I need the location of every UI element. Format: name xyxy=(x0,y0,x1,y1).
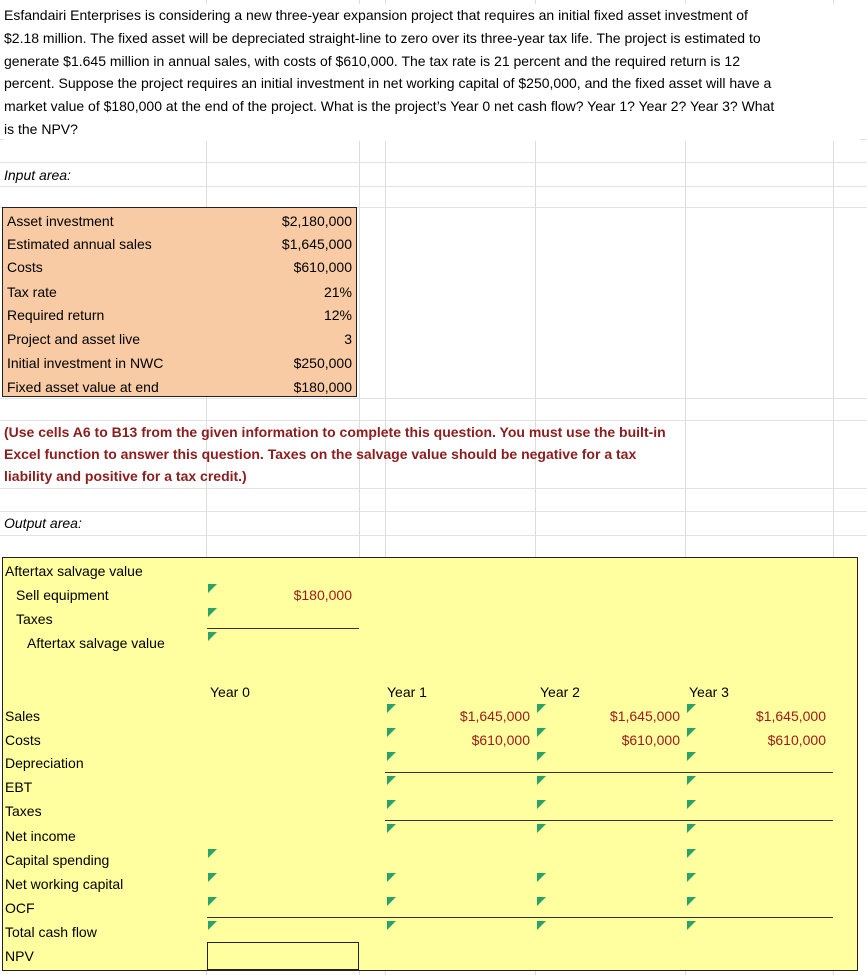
formula-indicator-icon xyxy=(387,752,396,761)
formula-indicator-icon xyxy=(687,849,696,858)
formula-indicator-icon xyxy=(687,824,696,833)
note-line: Excel function to answer this question. Taxes on the salvage value should be negative for a tax xyxy=(4,446,637,462)
formula-indicator-icon xyxy=(387,873,396,882)
formula-indicator-icon xyxy=(387,897,396,906)
input-label-required-return[interactable]: Required return xyxy=(7,307,105,323)
input-area-title: Input area: xyxy=(4,167,71,183)
input-value-project-life[interactable]: 3 xyxy=(344,331,352,347)
formula-indicator-icon xyxy=(208,897,217,906)
formula-indicator-icon xyxy=(687,873,696,882)
input-value-fixed-asset-value[interactable]: $180,000 xyxy=(293,379,352,395)
input-value-asset-investment[interactable]: $2,180,000 xyxy=(281,213,352,229)
sales-year-1[interactable]: $1,645,000 xyxy=(459,708,530,724)
row-label-sales: Sales xyxy=(5,708,41,724)
formula-indicator-icon xyxy=(537,776,546,785)
total-cash-flow-underline xyxy=(207,917,833,918)
input-label-project-life[interactable]: Project and asset live xyxy=(7,331,141,347)
problem-line: percent. Suppose the project requires an initial investment in net working capital of $250,000, and the fixed asset will have a xyxy=(4,75,772,92)
formula-indicator-icon xyxy=(687,897,696,906)
net-income-underline xyxy=(385,820,833,821)
formula-indicator-icon xyxy=(387,800,396,809)
input-label-tax-rate[interactable]: Tax rate xyxy=(7,284,57,300)
formula-indicator-icon xyxy=(387,824,396,833)
output-area-title: Output area: xyxy=(4,515,82,531)
formula-indicator-icon xyxy=(537,704,546,713)
formula-indicator-icon xyxy=(687,752,696,761)
input-value-nwc[interactable]: $250,000 xyxy=(293,355,352,371)
note-line: liability and positive for a tax credit.) xyxy=(4,468,247,484)
input-label-costs[interactable]: Costs xyxy=(7,259,43,275)
costs-year-3[interactable]: $610,000 xyxy=(767,732,826,748)
input-value-required-return[interactable]: 12% xyxy=(323,307,352,323)
input-value-costs[interactable]: $610,000 xyxy=(293,259,352,275)
ebt-underline xyxy=(385,772,833,773)
formula-indicator-icon xyxy=(537,800,546,809)
year-3-header: Year 3 xyxy=(689,684,729,700)
formula-indicator-icon xyxy=(687,776,696,785)
input-label-asset-investment[interactable]: Asset investment xyxy=(7,213,114,229)
instruction-note xyxy=(4,421,694,487)
costs-year-2[interactable]: $610,000 xyxy=(621,732,680,748)
input-area-box xyxy=(2,207,357,397)
salvage-taxes-label: Taxes xyxy=(16,611,53,627)
formula-indicator-icon xyxy=(208,608,217,617)
formula-indicator-icon xyxy=(537,752,546,761)
formula-indicator-icon xyxy=(537,728,546,737)
sell-equipment-label: Sell equipment xyxy=(16,587,109,603)
problem-statement xyxy=(4,4,860,141)
input-label-fixed-asset-value[interactable]: Fixed asset value at end xyxy=(7,379,159,395)
formula-indicator-icon xyxy=(537,921,546,930)
year-2-header: Year 2 xyxy=(540,684,580,700)
salvage-underline xyxy=(207,628,359,629)
formula-indicator-icon xyxy=(387,728,396,737)
formula-indicator-icon xyxy=(687,921,696,930)
row-label-capital-spending: Capital spending xyxy=(5,852,110,868)
formula-indicator-icon xyxy=(537,897,546,906)
formula-indicator-icon xyxy=(387,921,396,930)
input-label-nwc[interactable]: Initial investment in NWC xyxy=(7,355,164,371)
row-label-costs: Costs xyxy=(5,732,41,748)
formula-indicator-icon xyxy=(387,776,396,785)
formula-indicator-icon xyxy=(208,873,217,882)
row-label-ocf: OCF xyxy=(5,900,35,916)
row-label-total-cash-flow: Total cash flow xyxy=(5,924,97,940)
formula-indicator-icon xyxy=(208,921,217,930)
formula-indicator-icon xyxy=(208,849,217,858)
formula-indicator-icon xyxy=(208,584,217,593)
note-line: (Use cells A6 to B13 from the given information to complete this question. You must use the built-in xyxy=(4,424,666,440)
formula-indicator-icon xyxy=(687,800,696,809)
year-0-header: Year 0 xyxy=(210,684,250,700)
problem-line: generate $1.645 million in annual sales, with costs of $610,000. The tax rate is 21 percent and the required return is 12 xyxy=(4,52,740,69)
formula-indicator-icon xyxy=(537,824,546,833)
row-label-net-income: Net income xyxy=(5,828,76,844)
input-label-annual-sales[interactable]: Estimated annual sales xyxy=(7,236,152,252)
row-label-ebt: EBT xyxy=(5,779,33,795)
problem-line: market value of $180,000 at the end of the project. What is the project’s Year 0 net cash flow? Year 1? Year 2? Year 3? What xyxy=(4,98,775,115)
input-value-annual-sales[interactable]: $1,645,000 xyxy=(281,236,352,252)
sales-year-3[interactable]: $1,645,000 xyxy=(755,708,826,724)
npv-input-cell[interactable] xyxy=(207,942,359,970)
sell-equipment-value[interactable]: $180,000 xyxy=(293,587,352,603)
formula-indicator-icon xyxy=(687,728,696,737)
formula-indicator-icon xyxy=(537,873,546,882)
output-area-box xyxy=(2,557,858,971)
sales-year-2[interactable]: $1,645,000 xyxy=(609,708,680,724)
salvage-header: Aftertax salvage value xyxy=(5,563,143,579)
formula-indicator-icon xyxy=(387,704,396,713)
aftertax-salvage-label: Aftertax salvage value xyxy=(27,635,165,651)
year-1-header: Year 1 xyxy=(387,684,427,700)
row-label-nwc: Net working capital xyxy=(5,876,124,892)
formula-indicator-icon xyxy=(208,632,217,641)
formula-indicator-icon xyxy=(687,704,696,713)
problem-line: is the NPV? xyxy=(4,120,78,137)
row-label-depreciation: Depreciation xyxy=(5,755,84,771)
input-value-tax-rate[interactable]: 21% xyxy=(323,284,352,300)
problem-line: $2.18 million. The fixed asset will be depreciated straight-line to zero over its three-year tax life. The project is estimated to xyxy=(4,29,761,46)
row-label-npv: NPV xyxy=(5,948,34,964)
row-label-taxes: Taxes xyxy=(5,803,42,819)
costs-year-1[interactable]: $610,000 xyxy=(471,732,530,748)
problem-line: Esfandairi Enterprises is considering a new three-year expansion project that requires an initial fixed asset investment of xyxy=(4,7,748,23)
